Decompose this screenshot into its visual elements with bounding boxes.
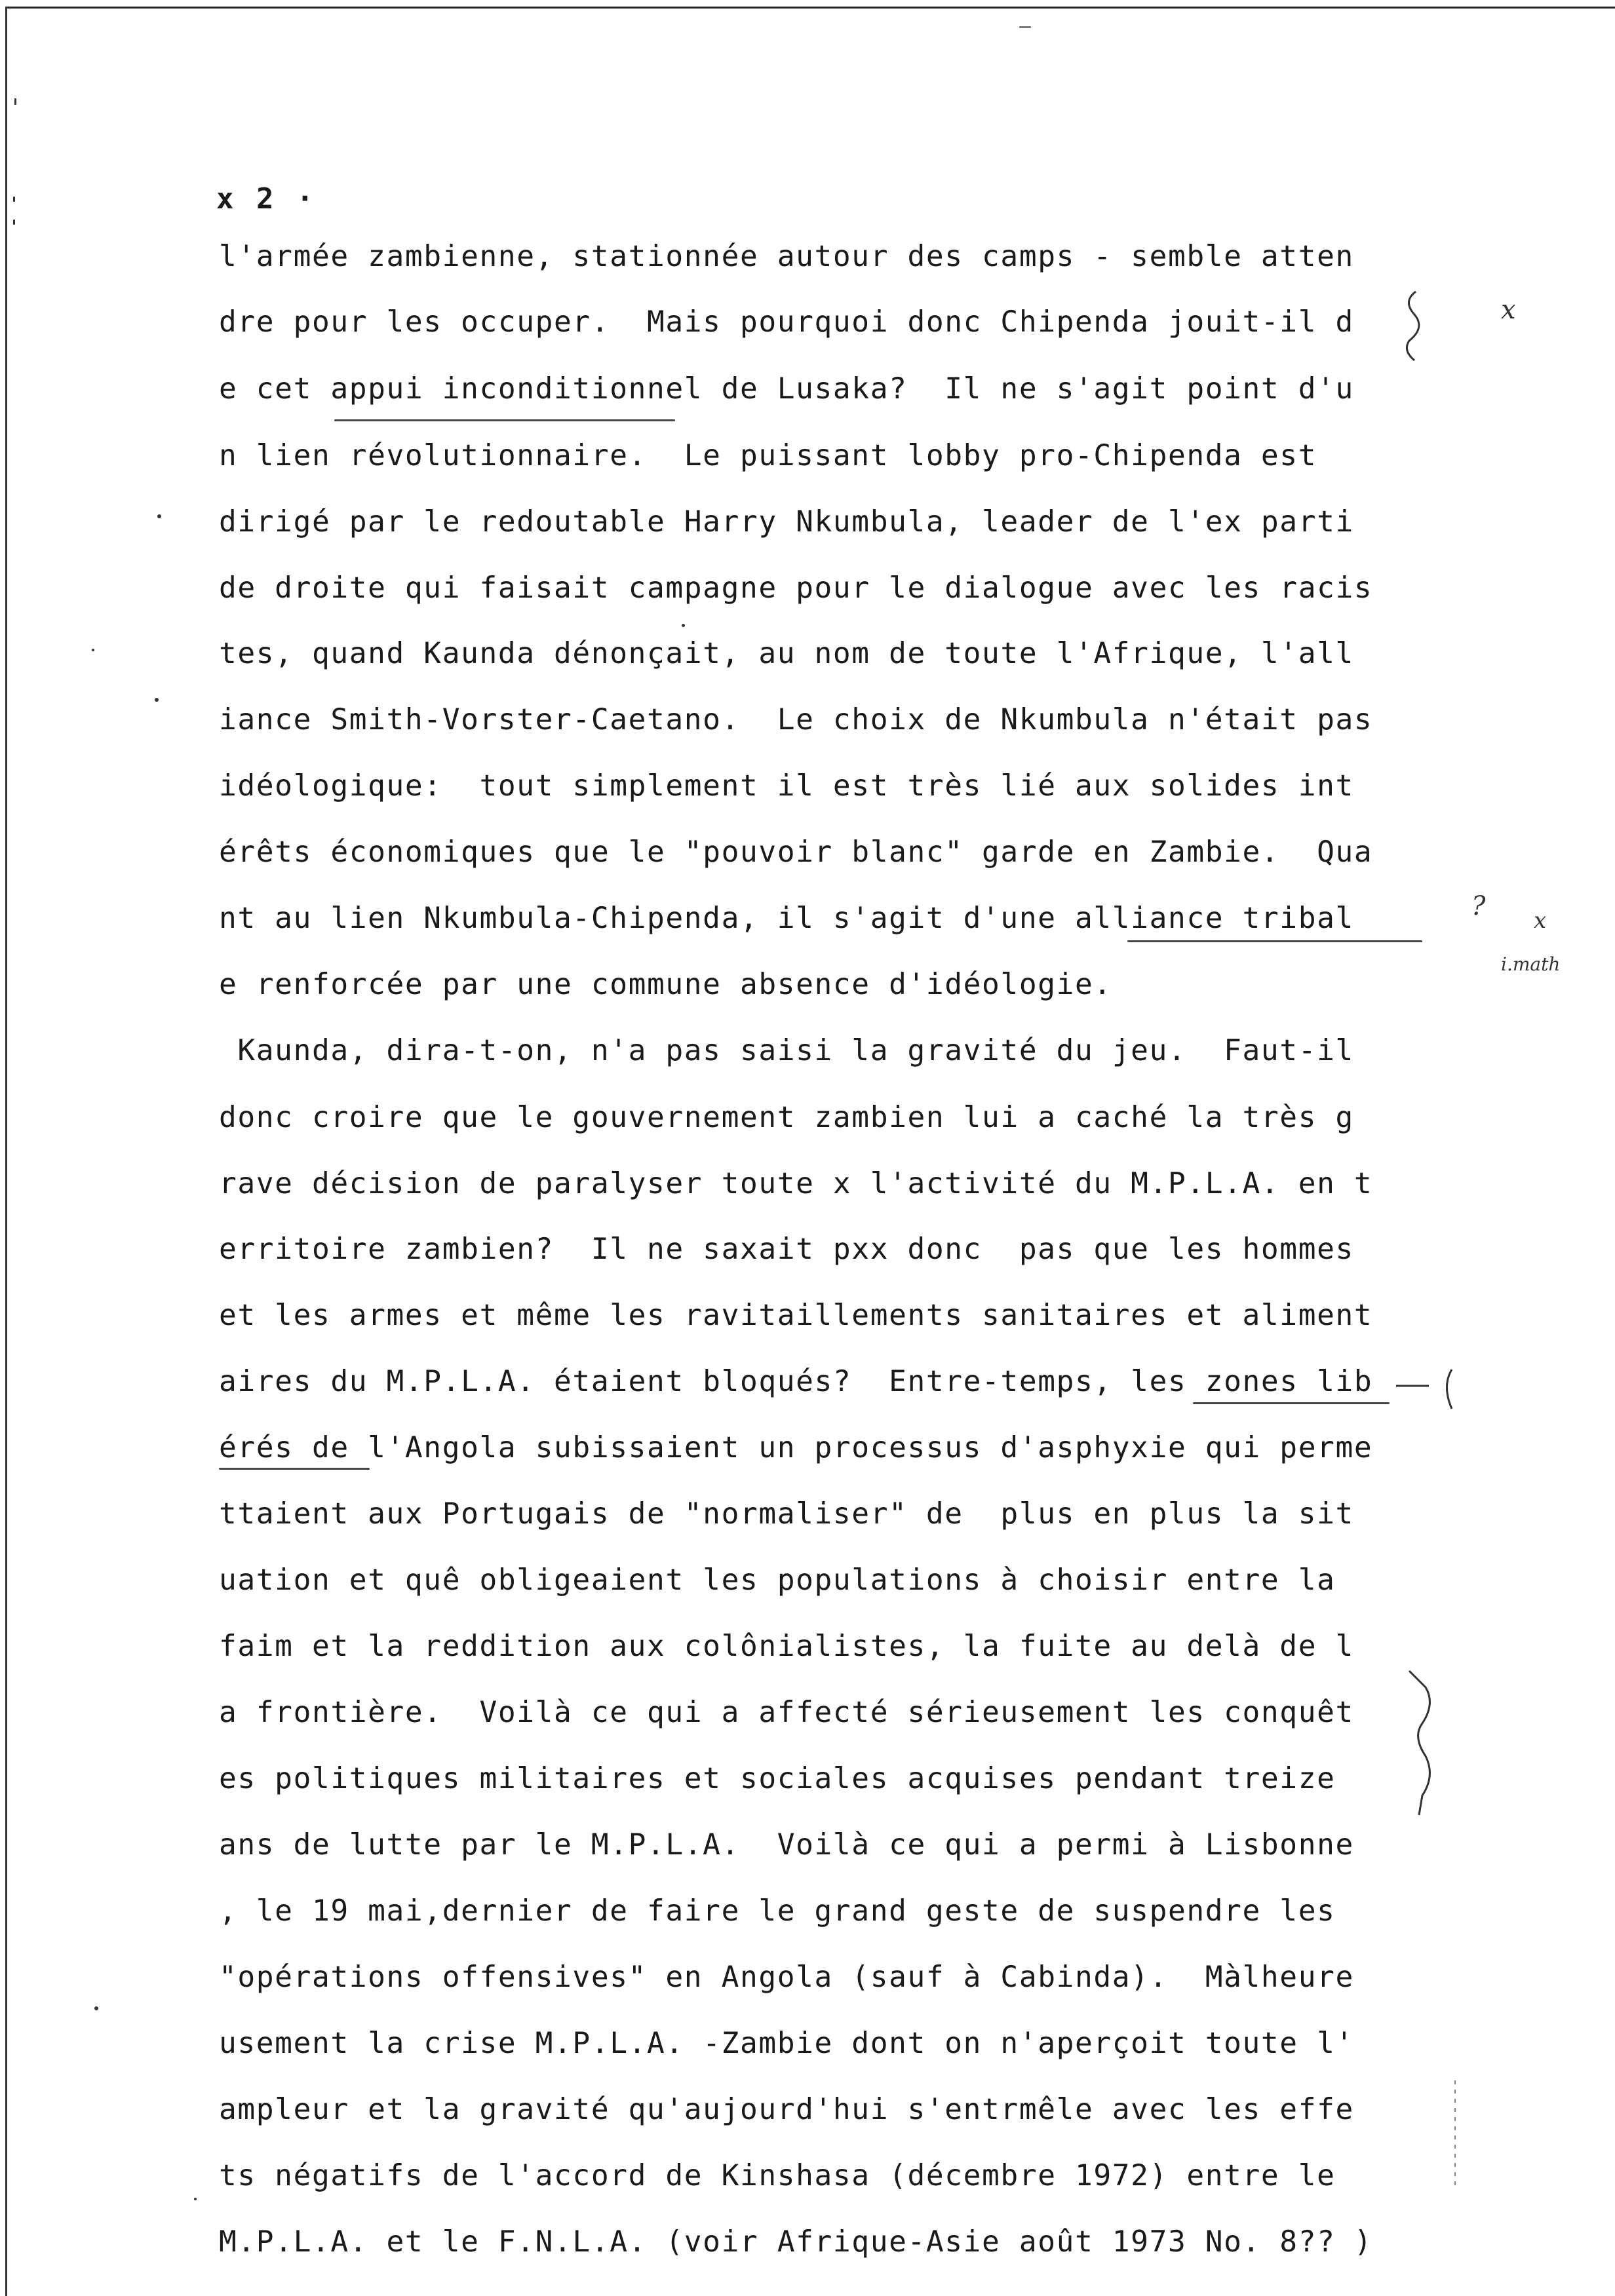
text-line: nt au lien Nkumbula-Chipenda, il s'agit d'une alliance tribal <box>219 902 1354 935</box>
text-line: idéologique: tout simplement il est très lié aux solides int <box>219 769 1354 803</box>
margin-line-icon <box>1449 2077 1462 2189</box>
page-border-left <box>5 7 7 2296</box>
margin-note: x <box>1534 908 1547 934</box>
scan-speck <box>194 2198 197 2200</box>
text-line: ampleur et la gravité qu'aujourd'hui s'entrmêle avec les effe <box>219 2093 1354 2126</box>
margin-note: ? <box>1471 891 1486 921</box>
handwritten-underline <box>1127 940 1422 942</box>
page-number: x 2 · <box>216 182 317 216</box>
scan-speck <box>94 2006 98 2010</box>
text-line: aires du M.P.L.A. étaient bloqués? Entre-temps, les zones lib <box>219 1365 1373 1398</box>
text-line: usement la crise M.P.L.A. -Zambie dont on n'aperçoit toute l' <box>219 2027 1354 2060</box>
text-line: dre pour les occuper. Mais pourquoi donc Chipenda jouit-il d <box>219 305 1354 339</box>
margin-brace-icon <box>1403 1664 1442 1822</box>
text-line: e cet appui inconditionnel de Lusaka? Il ne s'agit point d'u <box>219 372 1354 406</box>
scan-speck <box>14 98 16 105</box>
text-line: n lien révolutionnaire. Le puissant lobby pro-Chipenda est <box>219 439 1317 472</box>
text-line: dirigé par le redoutable Harry Nkumbula, leader de l'ex parti <box>219 505 1354 539</box>
scan-speck <box>155 698 159 702</box>
scan-speck <box>1019 26 1031 28</box>
handwritten-underline <box>219 1468 370 1470</box>
scan-speck <box>157 514 161 518</box>
text-line: de droite qui faisait campagne pour le dialogue avec les racis <box>219 571 1373 605</box>
text-line: uation et quê obligeaient les populations à choisir entre la <box>219 1563 1336 1597</box>
text-line: "opérations offensives" en Angola (sauf à Cabinda). Màlheure <box>219 1961 1354 1994</box>
scan-speck <box>682 624 685 627</box>
handwritten-underline <box>334 419 675 421</box>
page-border-top <box>5 7 1615 9</box>
scan-speck <box>92 649 94 651</box>
text-line: erritoire zambien? Il ne saxait pxx donc pas que les hommes <box>219 1233 1354 1266</box>
margin-note: x <box>1501 295 1516 325</box>
text-line: et les armes et même les ravitaillements sanitaires et aliment <box>219 1299 1373 1332</box>
margin-mark-icon <box>1390 1356 1468 1415</box>
text-line: érés de l'Angola subissaient un processus d'asphyxie qui perme <box>219 1431 1373 1464</box>
text-line: rave décision de paralyser toute x l'activité du M.P.L.A. en t <box>219 1167 1373 1200</box>
text-line: iance Smith-Vorster-Caetano. Le choix de Nkumbula n'était pas <box>219 703 1373 737</box>
scan-speck <box>13 197 15 202</box>
text-line: ts négatifs de l'accord de Kinshasa (décembre 1972) entre le <box>219 2159 1336 2192</box>
text-line: ttaient aux Portugais de "normaliser" de plus en plus la sit <box>219 1497 1354 1531</box>
margin-note: i.math <box>1501 953 1561 975</box>
handwritten-underline <box>1193 1402 1390 1404</box>
text-line: es politiques militaires et sociales acquises pendant treize <box>219 1762 1336 1795</box>
text-line: l'armée zambienne, stationnée autour des camps - semble atten <box>219 240 1354 273</box>
text-line: tes, quand Kaunda dénonçait, au nom de toute l'Afrique, l'all <box>219 637 1354 670</box>
text-line: faim et la reddition aux colônialistes, la fuite au delà de l <box>219 1630 1354 1663</box>
text-line: érêts économiques que le "pouvoir blanc" garde en Zambie. Qua <box>219 835 1373 869</box>
text-line: ans de lutte par le M.P.L.A. Voilà ce qui a permi à Lisbonne <box>219 1828 1354 1862</box>
text-line: , le 19 mai,dernier de faire le grand geste de suspendre les <box>219 1894 1336 1928</box>
text-line: a frontière. Voilà ce qui a affecté sérieusement les conquêt <box>219 1696 1354 1729</box>
text-line: M.P.L.A. et le F.N.L.A. (voir Afrique-Asie août 1973 No. 8?? ) <box>219 2225 1373 2259</box>
margin-brace-icon <box>1396 288 1435 367</box>
text-line: donc croire que le gouvernement zambien lui a caché la très g <box>219 1101 1354 1134</box>
text-line: Kaunda, dira-t-on, n'a pas saisi la gravité du jeu. Faut-il <box>219 1034 1354 1067</box>
text-line: e renforcée par une commune absence d'idéologie. <box>219 968 1112 1001</box>
scan-speck <box>13 220 15 225</box>
